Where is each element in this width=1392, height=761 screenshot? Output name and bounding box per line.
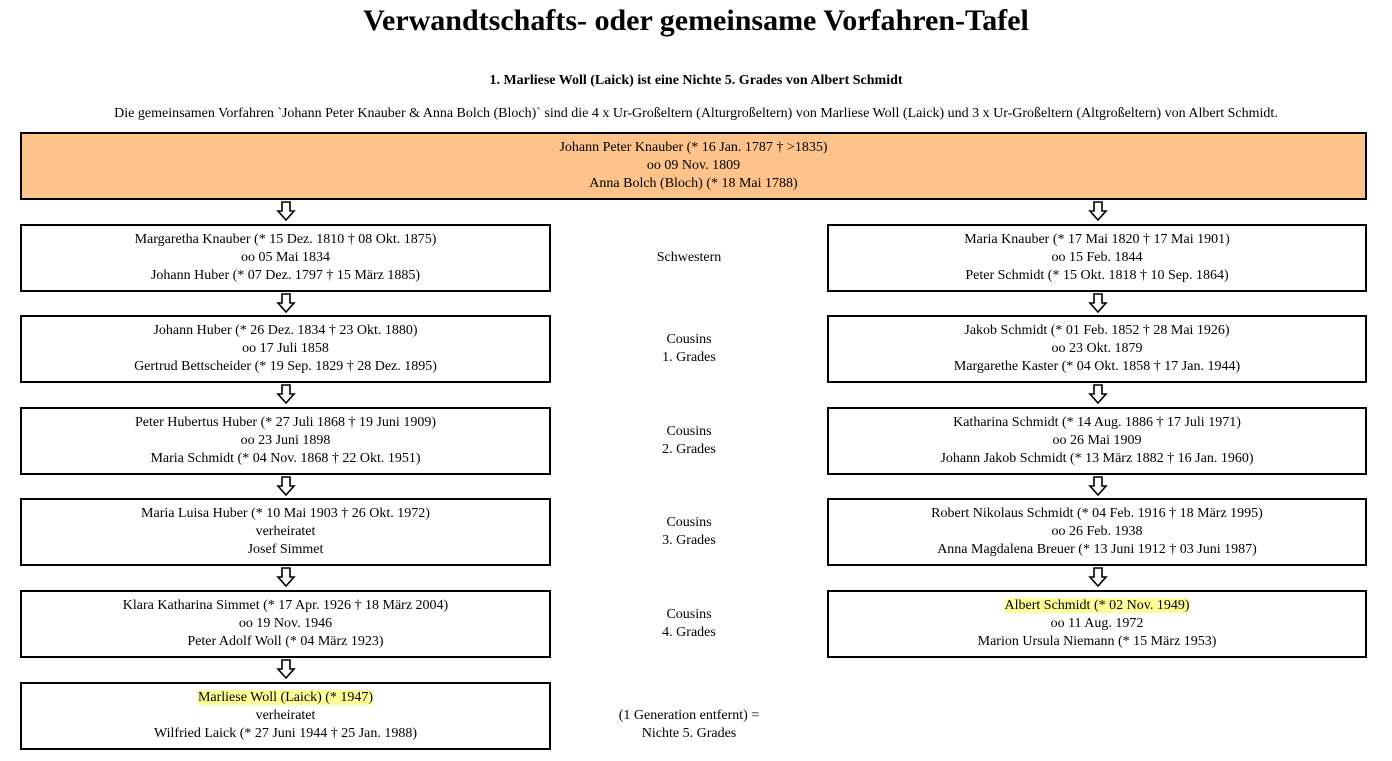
relation-label-3 <box>555 423 823 459</box>
person-line-highlighted <box>22 689 549 707</box>
left-generation-1 <box>20 224 551 292</box>
spouse-line: Margarethe Kaster (* 04 Okt. 1858 † 17 Jan. 1944) <box>953 359 1241 374</box>
page-title: Verwandtschafts- oder gemeinsame Vorfahren-Tafel <box>363 4 1029 37</box>
person-line: Klara Katharina Simmet (* 17 Apr. 1926 † 18 März 2004) <box>122 598 449 613</box>
down-arrow-icon <box>276 293 296 313</box>
down-arrow-icon <box>1088 567 1108 587</box>
right-generation-4 <box>827 498 1367 566</box>
relation-label-4 <box>555 514 823 550</box>
spouse-line: Maria Schmidt (* 04 Nov. 1868 † 22 Okt. 1951) <box>150 451 421 466</box>
person-line: Margaretha Knauber (* 15 Dez. 1810 † 08 Okt. 1875) <box>134 232 437 247</box>
person-line: Peter Hubertus Huber (* 27 Juli 1868 † 19 Juni 1909) <box>135 415 436 430</box>
relation-text: Cousins <box>666 515 712 530</box>
right-generation-1 <box>827 224 1367 292</box>
common-ancestors-box <box>20 132 1367 200</box>
spouse-line: Marion Ursula Niemann (* 15 März 1953) <box>977 634 1217 649</box>
person-line: Katharina Schmidt (* 14 Aug. 1886 † 17 Juli 1971) <box>953 415 1241 430</box>
spouse-line: Gertrud Bettscheider (* 19 Sep. 1829 † 28 Dez. 1895) <box>134 359 437 374</box>
ancestor-line-3: Anna Bolch (Bloch) (* 18 Mai 1788) <box>589 176 798 191</box>
down-arrow-icon <box>1088 201 1108 221</box>
left-generation-6 <box>20 682 551 750</box>
marriage-line: oo 23 Juni 1898 <box>240 433 331 448</box>
down-arrow-icon <box>276 476 296 496</box>
marriage-line: oo 19 Nov. 1946 <box>238 616 333 631</box>
spouse-line: Johann Huber (* 07 Dez. 1797 † 15 März 1885) <box>150 268 421 283</box>
marriage-line: verheiratet <box>255 524 316 539</box>
spouse-line: Peter Adolf Woll (* 04 März 1923) <box>187 634 384 649</box>
left-generation-2 <box>20 315 551 383</box>
marriage-line: verheiratet <box>255 708 316 723</box>
relation-label-5 <box>555 606 823 642</box>
relation-label-1 <box>555 249 823 267</box>
down-arrow-icon <box>276 384 296 404</box>
relationship-description: Die gemeinsamen Vorfahren `Johann Peter Knauber & Anna Bolch (Bloch)` sind die 4 x Ur-Großeltern (Alturgroßeltern) von Marliese Woll (Laick) und 3 x Ur-Großeltern (Altgroßeltern) von Albert Schmidt. <box>114 106 1278 121</box>
person-line: Johann Huber (* 26 Dez. 1834 † 23 Okt. 1880) <box>153 323 418 338</box>
ancestor-line-1: Johann Peter Knauber (* 16 Jan. 1787 † >1835) <box>559 140 828 155</box>
marriage-line: oo 05 Mai 1834 <box>240 250 331 265</box>
down-arrow-icon <box>276 659 296 679</box>
relation-text: Schwestern <box>656 250 722 265</box>
right-generation-3 <box>827 407 1367 475</box>
down-arrow-icon <box>1088 476 1108 496</box>
marriage-line: oo 11 Aug. 1972 <box>1050 616 1144 631</box>
spouse-line: Anna Magdalena Breuer (* 13 Juni 1912 † 03 Juni 1987) <box>937 542 1257 557</box>
relation-label-2 <box>555 331 823 367</box>
left-generation-5 <box>20 590 551 658</box>
person-line-highlighted <box>829 597 1365 615</box>
relation-degree: 4. Grades <box>662 625 716 640</box>
marriage-line: oo 15 Feb. 1844 <box>1051 250 1143 265</box>
highlighted-person: Albert Schmidt (* 02 Nov. 1949) <box>1004 598 1190 613</box>
marriage-line: oo 26 Mai 1909 <box>1052 433 1142 448</box>
relation-label-6 <box>555 707 823 743</box>
marriage-line: oo 26 Feb. 1938 <box>1051 524 1143 539</box>
spouse-line: Josef Simmet <box>247 542 324 557</box>
right-generation-2 <box>827 315 1367 383</box>
person-line: Jakob Schmidt (* 01 Feb. 1852 † 28 Mai 1926) <box>964 323 1230 338</box>
spouse-line: Wilfried Laick (* 27 Juni 1944 † 25 Jan. 1988) <box>153 726 418 741</box>
person-line: Maria Luisa Huber (* 10 Mai 1903 † 26 Okt. 1972) <box>141 506 430 521</box>
relation-degree: 2. Grades <box>662 442 716 457</box>
relation-text: Cousins <box>666 424 712 439</box>
spouse-line: Peter Schmidt (* 15 Okt. 1818 † 10 Sep. 1864) <box>965 268 1229 283</box>
right-generation-5 <box>827 590 1367 658</box>
person-line: Maria Knauber (* 17 Mai 1820 † 17 Mai 1901) <box>964 232 1230 247</box>
ancestor-line-2: oo 09 Nov. 1809 <box>646 158 741 173</box>
relation-text: (1 Generation entfernt) = <box>618 708 760 723</box>
marriage-line: oo 17 Juli 1858 <box>242 341 329 356</box>
down-arrow-icon <box>276 201 296 221</box>
person-line: Robert Nikolaus Schmidt (* 04 Feb. 1916 † 18 März 1995) <box>931 506 1263 521</box>
relation-text: Cousins <box>666 607 712 622</box>
down-arrow-icon <box>1088 384 1108 404</box>
down-arrow-icon <box>276 567 296 587</box>
spouse-line: Johann Jakob Schmidt (* 13 März 1882 † 16 Jan. 1960) <box>940 451 1254 466</box>
highlighted-person: Marliese Woll (Laick) (* 1947) <box>197 690 374 705</box>
down-arrow-icon <box>1088 293 1108 313</box>
left-generation-3 <box>20 407 551 475</box>
marriage-line: oo 23 Okt. 1879 <box>1051 341 1143 356</box>
relationship-heading: 1. Marliese Woll (Laick) ist eine Nichte 5. Grades von Albert Schmidt <box>489 73 903 88</box>
relation-degree: 3. Grades <box>662 533 716 548</box>
left-generation-4 <box>20 498 551 566</box>
relation-text: Cousins <box>666 332 712 347</box>
relation-degree: 1. Grades <box>662 350 716 365</box>
relation-degree: Nichte 5. Grades <box>641 726 737 741</box>
